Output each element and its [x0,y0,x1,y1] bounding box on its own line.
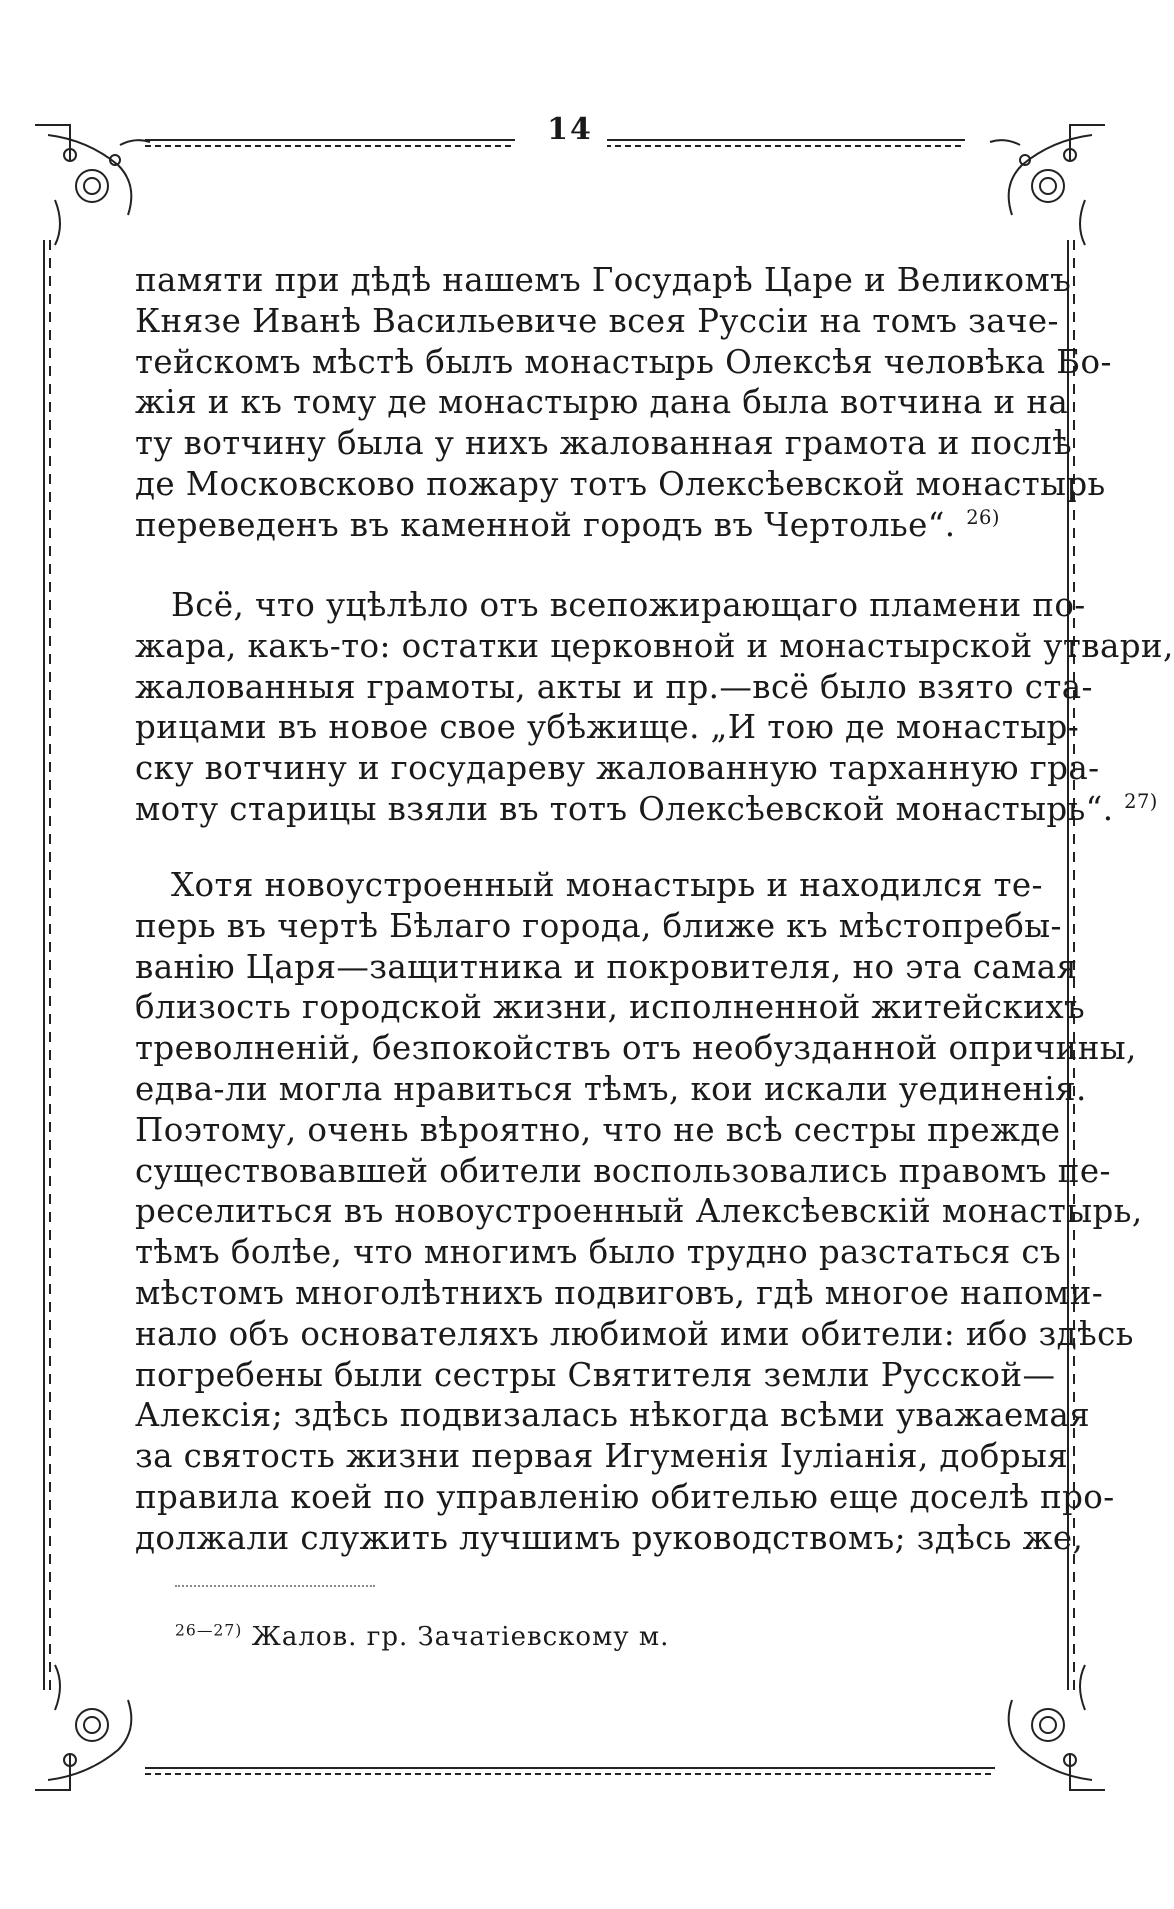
page-number [0,112,1140,147]
text-line-last [135,789,1158,830]
page-number-text: 14 [533,112,607,147]
footnote [175,1622,669,1652]
paragraph-3 [135,865,1143,1559]
corner-ornament-bottom-right [1009,1665,1105,1790]
footnote-separator [175,1585,375,1587]
footnote-text: Жалов. гр. Зачатіевскому м. [251,1622,670,1652]
text-line: близость городской жизни, исполненной житейскихъ [135,988,1086,1027]
text-line: существовавшей обители воспользовались правомъ пе- [135,1151,1111,1190]
text-line: ванію Царя—защитника и покровителя, но эта самая [135,947,1078,986]
footnote-reference: 27) [1124,790,1158,814]
text-line: ту вотчину была у нихъ жалованная грамота и послѣ [135,424,1073,463]
text-line: перь въ чертѣ Бѣлаго города, ближе къ мѣстопребы- [135,906,1062,945]
paragraph-2 [135,585,1174,830]
text-line: правила коей по управленію обителью еще доселѣ про- [135,1477,1115,1516]
text-line: Всё, что уцѣлѣло отъ всепожирающаго пламени по- [171,586,1086,624]
text-line: нало объ основателяхъ любимой ими обители: ибо здѣсь [135,1314,1134,1353]
text-line: Князе Иванѣ Васильевиче всея Руссіи на томъ заче- [135,301,1059,340]
text-line: едва-ли могла нравиться тѣмъ, кои искали уединенія. [135,1069,1087,1108]
text-line: памяти при дѣдѣ нашемъ Государѣ Царе и Великомъ [135,261,1072,299]
text-line: погребены были сестры Святителя земли Русской— [135,1355,1056,1394]
footnote-reference: 26) [966,505,1000,529]
text-line: реселиться въ новоустроенный Алексѣевскій монастырь, [135,1192,1143,1231]
text-line: ску вотчину и государеву жалованную тарханную гра- [135,749,1100,788]
text-line: тейскомъ мѣстѣ былъ монастырь Олексѣя человѣка Бо- [135,342,1112,381]
text-line: жара, какъ-то: остатки церковной и монастырской утвари, [135,626,1174,665]
text-line: Хотя новоустроенный монастырь и находился те- [171,866,1043,904]
text-line: должали служить лучшимъ руководствомъ; здѣсь же, [135,1518,1084,1557]
text-line: Поэтому, очень вѣроятно, что не всѣ сестры прежде [135,1110,1061,1149]
text-line: жалованныя грамоты, акты и пр.—всё было взято ста- [135,667,1093,706]
text-line-last [135,505,1005,546]
paragraph-1 [135,260,1112,546]
footnote-number: 26—27) [175,1621,243,1640]
text-line-content: переведенъ въ каменной городъ въ Чертолье“. [135,505,956,544]
text-line: жія и къ тому де монастырю дана была вотчина и на [135,383,1069,422]
text-line: тѣмъ болѣе, что многимъ было трудно разстаться съ [135,1233,1062,1272]
text-line: рицами въ новое свое убѣжище. „И тою де монастыр- [135,708,1080,747]
text-line: мѣстомъ многолѣтнихъ подвиговъ, гдѣ многое напоми- [135,1273,1104,1312]
text-line-content: моту старицы взяли въ тотъ Олексѣевской монастырь“. [135,789,1114,828]
text-line: за святость жизни первая Игуменія Іуліанія, добрыя [135,1437,1069,1476]
text-line: де Московсково пожару тотъ Олексѣевской монастырь [135,464,1106,503]
text-line: треволненій, безпокойствъ отъ необузданной опричины, [135,1029,1137,1068]
text-line: Алексія; здѣсь подвизалась нѣкогда всѣми уважаемая [135,1396,1091,1435]
